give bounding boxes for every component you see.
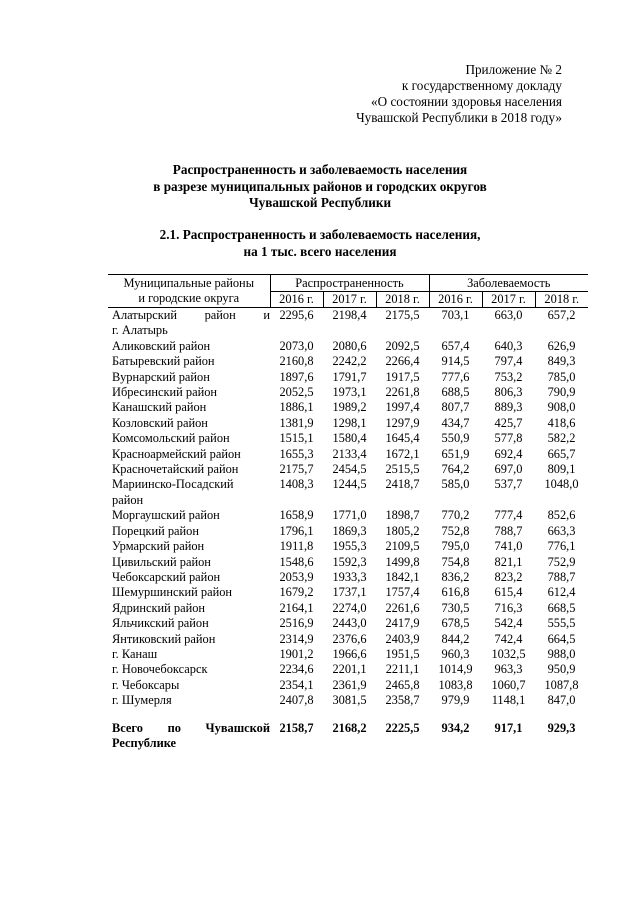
row-name-line: Ибресинский район xyxy=(112,385,218,400)
title-line: Чувашской Республики xyxy=(248,195,392,210)
cell-value: 2225,5 xyxy=(385,720,420,735)
cell-value: 1298,1 xyxy=(332,415,367,430)
row-name-line: г. Чебоксары xyxy=(112,677,180,692)
cell-value: 2454,5 xyxy=(332,462,367,477)
cell-value: 1297,9 xyxy=(385,415,420,430)
cell-value: 657,4 xyxy=(441,338,470,353)
cell-value: 754,8 xyxy=(441,554,470,569)
cell-value: 788,7 xyxy=(547,569,576,584)
table-row xyxy=(108,308,588,339)
cell-value: 2160,8 xyxy=(279,354,314,369)
header-prevalence: Распространенность xyxy=(270,275,429,292)
row-name xyxy=(108,308,270,339)
table-row xyxy=(108,385,588,400)
cell-value: 797,4 xyxy=(494,354,523,369)
appendix-block xyxy=(330,62,562,126)
header-year: 2018 г. xyxy=(376,292,429,308)
header-name xyxy=(108,275,270,308)
cell-value: 2295,6 xyxy=(279,308,314,322)
cell-value: 788,7 xyxy=(494,523,523,538)
cell-value: 752,8 xyxy=(441,523,470,538)
row-name xyxy=(108,447,270,462)
row-name-line: Канашский район xyxy=(112,400,207,415)
row-name xyxy=(108,721,270,752)
cell-value: 1499,8 xyxy=(385,554,420,569)
cell-value: 1997,4 xyxy=(385,400,420,415)
cell-value: 2133,4 xyxy=(332,446,367,461)
cell-value: 2358,7 xyxy=(385,693,420,708)
cell-value: 1083,8 xyxy=(438,677,473,692)
cell-value: 651,9 xyxy=(441,446,470,461)
cell-value: 823,2 xyxy=(494,569,523,584)
row-name-line: Моргаушский район xyxy=(112,508,220,523)
cell-value: 1898,7 xyxy=(385,508,420,523)
row-name xyxy=(108,431,270,446)
cell-value: 1381,9 xyxy=(279,415,314,430)
cell-value: 741,0 xyxy=(494,539,523,554)
cell-value: 770,2 xyxy=(441,508,470,523)
cell-value: 1886,1 xyxy=(279,400,314,415)
row-name-line: Всего по Чувашской xyxy=(112,720,270,735)
table-row xyxy=(108,662,588,677)
row-name-line: г. Алатырь xyxy=(112,323,168,338)
cell-value: 1917,5 xyxy=(385,369,420,384)
row-name-line: г. Новочебоксарск xyxy=(112,662,208,677)
cell-value: 821,1 xyxy=(494,554,523,569)
cell-value: 1014,9 xyxy=(438,662,473,677)
cell-value: 555,5 xyxy=(547,616,576,631)
data-table xyxy=(108,274,588,751)
row-name xyxy=(108,416,270,431)
cell-value: 934,2 xyxy=(441,720,470,735)
cell-value: 2407,8 xyxy=(279,693,314,708)
cell-value: 2443,0 xyxy=(332,616,367,631)
row-name-line: Батыревский район xyxy=(112,354,215,369)
table-row xyxy=(108,447,588,462)
cell-value: 1955,3 xyxy=(332,539,367,554)
header-incidence: Заболеваемость xyxy=(429,275,588,292)
cell-value: 668,5 xyxy=(547,600,576,615)
cell-value: 2175,7 xyxy=(279,462,314,477)
cell-value: 2242,2 xyxy=(332,354,367,369)
header-year: 2017 г. xyxy=(482,292,535,308)
cell-value: 640,3 xyxy=(494,338,523,353)
table-row xyxy=(108,400,588,415)
cell-value: 917,1 xyxy=(494,720,523,735)
cell-value: 615,4 xyxy=(494,585,523,600)
cell-value: 777,6 xyxy=(441,369,470,384)
cell-value: 988,0 xyxy=(547,646,576,661)
cell-value: 2168,2 xyxy=(332,720,367,735)
row-name-line: г. Шумерля xyxy=(112,693,172,708)
cell-value: 550,9 xyxy=(441,431,470,446)
cell-value: 716,3 xyxy=(494,600,523,615)
table-row xyxy=(108,601,588,616)
cell-value: 1655,3 xyxy=(279,446,314,461)
table-row xyxy=(108,354,588,369)
cell-value: 2274,0 xyxy=(332,600,367,615)
row-name-line: Республике xyxy=(112,735,177,750)
cell-value: 1951,5 xyxy=(385,646,420,661)
row-name xyxy=(108,339,270,354)
cell-value: 582,2 xyxy=(547,431,576,446)
cell-value: 2080,6 xyxy=(332,338,367,353)
cell-value: 1060,7 xyxy=(491,677,526,692)
cell-value: 790,9 xyxy=(547,385,576,400)
cell-value: 1897,6 xyxy=(279,369,314,384)
cell-value: 537,7 xyxy=(494,477,523,492)
header-year: 2016 г. xyxy=(270,292,323,308)
cell-value: 434,7 xyxy=(441,415,470,430)
cell-value: 1771,0 xyxy=(332,508,367,523)
cell-value: 836,2 xyxy=(441,569,470,584)
cell-value: 849,3 xyxy=(547,354,576,369)
cell-value: 2198,4 xyxy=(332,308,367,322)
row-name xyxy=(108,370,270,385)
cell-value: 1592,3 xyxy=(332,554,367,569)
row-name-line: г. Канаш xyxy=(112,646,158,661)
cell-value: 2361,9 xyxy=(332,677,367,692)
subtitle-line: на 1 тыс. всего населения xyxy=(243,243,397,259)
cell-value: 665,7 xyxy=(547,446,576,461)
table-row xyxy=(108,477,588,508)
cell-value: 807,7 xyxy=(441,400,470,415)
row-name-line: Шемуршинский район xyxy=(112,585,233,600)
row-name-line: Янтиковский район xyxy=(112,631,216,646)
cell-value: 2175,5 xyxy=(385,308,420,322)
cell-value: 663,3 xyxy=(547,523,576,538)
table-row xyxy=(108,508,588,523)
row-name xyxy=(108,508,270,523)
cell-value: 1933,3 xyxy=(332,569,367,584)
cell-value: 1244,5 xyxy=(332,477,367,492)
row-name xyxy=(108,678,270,693)
cell-value: 752,9 xyxy=(547,554,576,569)
cell-value: 1973,1 xyxy=(332,385,367,400)
cell-value: 697,0 xyxy=(494,462,523,477)
row-name-line: Красночетайский район xyxy=(112,462,239,477)
cell-value: 2376,6 xyxy=(332,631,367,646)
row-name xyxy=(108,585,270,600)
cell-value: 1515,1 xyxy=(279,431,314,446)
row-name-line: Красноармейский район xyxy=(112,446,241,461)
row-name xyxy=(108,601,270,616)
table-body xyxy=(108,308,588,752)
cell-value: 1901,2 xyxy=(279,646,314,661)
cell-value: 1737,1 xyxy=(332,585,367,600)
table-row xyxy=(108,632,588,647)
row-name-line: Порецкий район xyxy=(112,523,200,538)
title-line: Распространенность и заболеваемость населения xyxy=(172,162,468,177)
cell-value: 1989,2 xyxy=(332,400,367,415)
cell-value: 2516,9 xyxy=(279,616,314,631)
row-name xyxy=(108,400,270,415)
row-name-line: Козловский район xyxy=(112,415,208,430)
cell-value: 1658,9 xyxy=(279,508,314,523)
row-name-line: Цивильский район xyxy=(112,554,211,569)
table-title xyxy=(0,227,640,260)
cell-value: 914,5 xyxy=(441,354,470,369)
table-row xyxy=(108,431,588,446)
cell-value: 3081,5 xyxy=(332,693,367,708)
cell-value: 795,0 xyxy=(441,539,470,554)
cell-value: 2465,8 xyxy=(385,677,420,692)
cell-value: 1911,8 xyxy=(279,539,314,554)
cell-value: 2417,9 xyxy=(385,616,420,631)
total-row xyxy=(108,721,588,752)
table-row xyxy=(108,585,588,600)
row-name xyxy=(108,524,270,539)
appendix-line: Чувашской Республики в 2018 году» xyxy=(356,110,562,125)
subtitle-line: 2.1. Распространенность и заболеваемость населения, xyxy=(159,227,481,242)
cell-value: 1032,5 xyxy=(491,646,526,661)
cell-value: 678,5 xyxy=(441,616,470,631)
cell-value: 2234,6 xyxy=(279,662,314,677)
row-name xyxy=(108,570,270,585)
cell-value: 1580,4 xyxy=(332,431,367,446)
cell-value: 2261,6 xyxy=(385,600,420,615)
header-name-line: Муниципальные районы xyxy=(123,276,255,290)
appendix-line: «О состоянии здоровья населения xyxy=(371,94,562,109)
cell-value: 612,4 xyxy=(547,585,576,600)
cell-value: 2261,8 xyxy=(385,385,420,400)
cell-value: 1048,0 xyxy=(544,477,579,492)
cell-value: 889,3 xyxy=(494,400,523,415)
cell-value: 1757,4 xyxy=(385,585,420,600)
cell-value: 2403,9 xyxy=(385,631,420,646)
row-name-line: Вурнарский район xyxy=(112,369,210,384)
cell-value: 2092,5 xyxy=(385,338,420,353)
row-name xyxy=(108,632,270,647)
table-row xyxy=(108,678,588,693)
row-name-line: Алатырский район и xyxy=(112,308,270,322)
cell-value: 979,9 xyxy=(441,693,470,708)
table-row xyxy=(108,416,588,431)
table-row xyxy=(108,616,588,631)
cell-value: 2266,4 xyxy=(385,354,420,369)
cell-value: 1087,8 xyxy=(544,677,579,692)
cell-value: 2052,5 xyxy=(279,385,314,400)
cell-value: 703,1 xyxy=(441,308,470,322)
table-row xyxy=(108,647,588,662)
header-year: 2018 г. xyxy=(535,292,588,308)
cell-value: 806,3 xyxy=(494,385,523,400)
cell-value: 776,1 xyxy=(547,539,576,554)
header-name-line: и городские округа xyxy=(138,291,240,305)
cell-value: 425,7 xyxy=(494,415,523,430)
cell-value: 1548,6 xyxy=(279,554,314,569)
title-line: в разрезе муниципальных районов и городских округов xyxy=(153,178,487,194)
cell-value: 664,5 xyxy=(547,631,576,646)
table-row xyxy=(108,370,588,385)
cell-value: 809,1 xyxy=(547,462,576,477)
cell-value: 418,6 xyxy=(547,415,576,430)
row-name xyxy=(108,693,270,708)
cell-value: 847,0 xyxy=(547,693,576,708)
cell-value: 1791,7 xyxy=(332,369,367,384)
header-year: 2016 г. xyxy=(429,292,482,308)
cell-value: 785,0 xyxy=(547,369,576,384)
cell-value: 844,2 xyxy=(441,631,470,646)
cell-value: 1966,6 xyxy=(332,646,367,661)
appendix-line: Приложение № 2 xyxy=(465,62,562,77)
cell-value: 2418,7 xyxy=(385,477,420,492)
cell-value: 764,2 xyxy=(441,462,470,477)
row-name-line: Аликовский район xyxy=(112,338,211,353)
cell-value: 663,0 xyxy=(494,308,523,322)
row-name-line: район xyxy=(112,492,144,507)
cell-value: 929,3 xyxy=(547,720,576,735)
row-name-line: Мариинско-Посадский xyxy=(112,477,234,492)
cell-value: 1796,1 xyxy=(279,523,314,538)
row-name xyxy=(108,539,270,554)
row-name-line: Комсомольский район xyxy=(112,431,230,446)
cell-value: 2354,1 xyxy=(279,677,314,692)
cell-value: 1842,1 xyxy=(385,569,420,584)
cell-value: 2201,1 xyxy=(332,662,367,677)
row-name xyxy=(108,385,270,400)
row-name-line: Яльчикский район xyxy=(112,616,209,631)
cell-value: 2164,1 xyxy=(279,600,314,615)
cell-value: 963,3 xyxy=(494,662,523,677)
cell-value: 2211,1 xyxy=(385,662,420,677)
appendix-line: к государственному докладу xyxy=(401,78,562,93)
row-name xyxy=(108,616,270,631)
cell-value: 616,8 xyxy=(441,585,470,600)
cell-value: 688,5 xyxy=(441,385,470,400)
cell-value: 1408,3 xyxy=(279,477,314,492)
row-name-line: Урмарский район xyxy=(112,539,205,554)
row-name xyxy=(108,354,270,369)
table-row xyxy=(108,693,588,708)
cell-value: 2073,0 xyxy=(279,338,314,353)
cell-value: 1805,2 xyxy=(385,523,420,538)
cell-value: 777,4 xyxy=(494,508,523,523)
spacer-row xyxy=(108,709,588,721)
cell-value: 730,5 xyxy=(441,600,470,615)
cell-value: 1869,3 xyxy=(332,523,367,538)
cell-value: 2314,9 xyxy=(279,631,314,646)
cell-value: 585,0 xyxy=(441,477,470,492)
row-name xyxy=(108,462,270,477)
cell-value: 908,0 xyxy=(547,400,576,415)
cell-value: 692,4 xyxy=(494,446,523,461)
cell-value: 577,8 xyxy=(494,431,523,446)
cell-value: 1645,4 xyxy=(385,431,420,446)
cell-value: 753,2 xyxy=(494,369,523,384)
row-name xyxy=(108,477,270,508)
cell-value: 2158,7 xyxy=(279,720,314,735)
cell-value: 950,9 xyxy=(547,662,576,677)
cell-value: 1672,1 xyxy=(385,446,420,461)
row-name-line: Чебоксарский район xyxy=(112,569,221,584)
cell-value: 852,6 xyxy=(547,508,576,523)
row-name-line: Ядринский район xyxy=(112,600,206,615)
cell-value: 2109,5 xyxy=(385,539,420,554)
cell-value: 2053,9 xyxy=(279,569,314,584)
row-name xyxy=(108,662,270,677)
spacer-cell xyxy=(108,709,588,721)
table-row xyxy=(108,539,588,554)
cell-value: 626,9 xyxy=(547,338,576,353)
cell-value: 2515,5 xyxy=(385,462,420,477)
cell-value: 742,4 xyxy=(494,631,523,646)
table-row xyxy=(108,555,588,570)
table-row xyxy=(108,339,588,354)
row-name xyxy=(108,555,270,570)
row-name xyxy=(108,647,270,662)
cell-value: 960,3 xyxy=(441,646,470,661)
cell-value: 1148,1 xyxy=(491,693,526,708)
cell-value: 542,4 xyxy=(494,616,523,631)
header-year: 2017 г. xyxy=(323,292,376,308)
document-title xyxy=(0,162,640,212)
table-row xyxy=(108,462,588,477)
table-row xyxy=(108,524,588,539)
cell-value: 657,2 xyxy=(547,308,576,322)
cell-value: 1679,2 xyxy=(279,585,314,600)
table-row xyxy=(108,570,588,585)
